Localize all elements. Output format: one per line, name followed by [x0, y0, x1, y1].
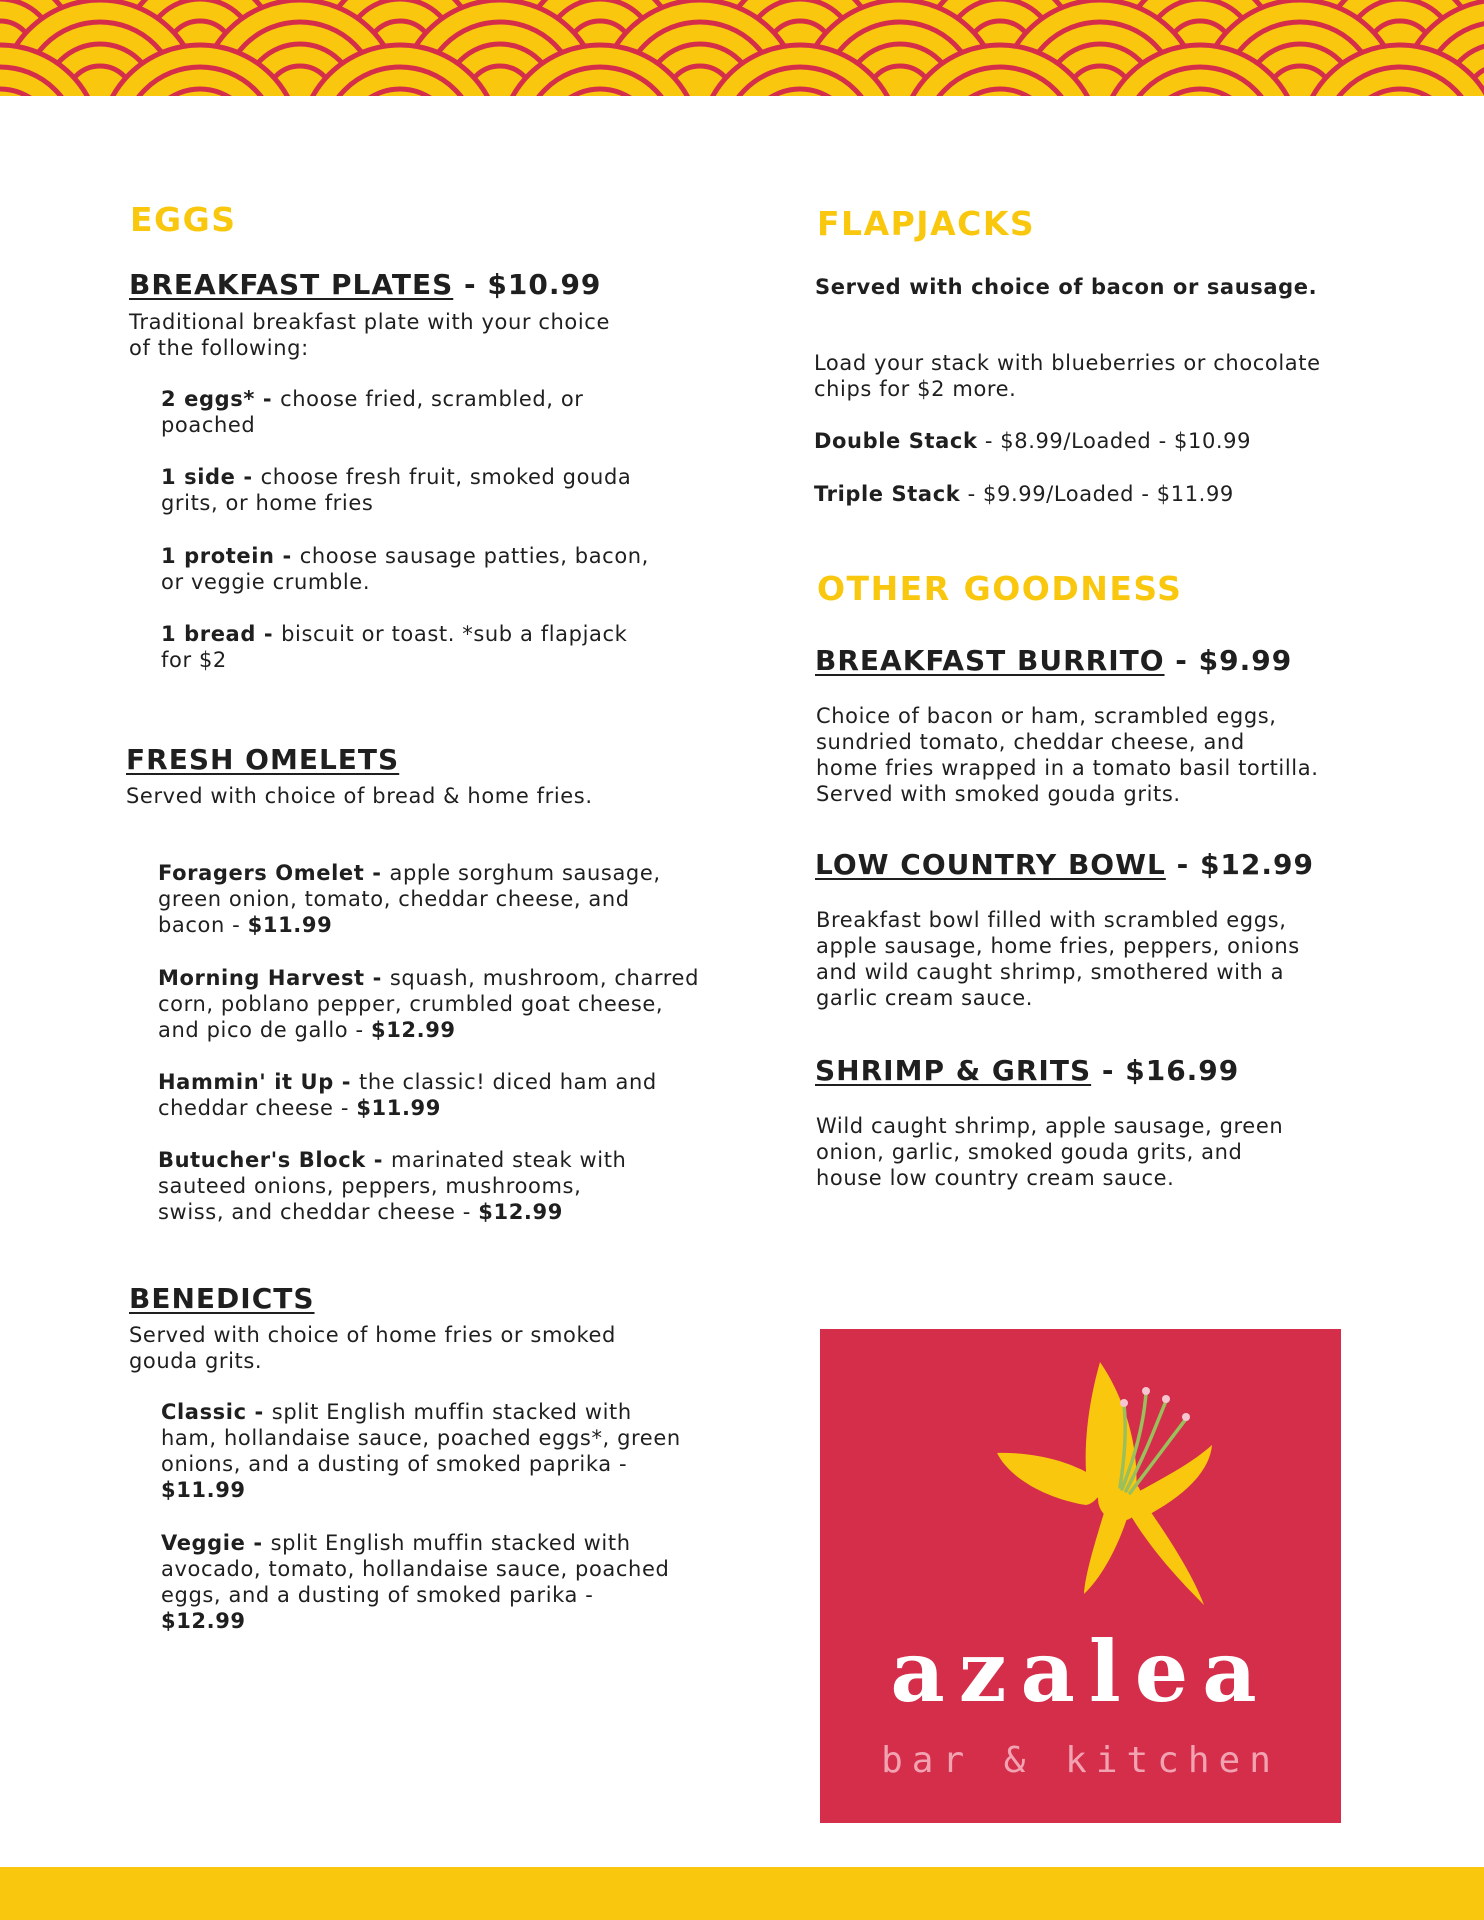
item-price: $12.99 — [478, 1200, 563, 1224]
omelet-item-hammin — [158, 1069, 657, 1121]
bottom-yellow-band — [0, 1867, 1484, 1920]
item-desc: ham, hollandaise sauce, poached eggs*, green — [161, 1426, 681, 1450]
item-desc: corn, poblano pepper, crumbled goat cheese, — [158, 992, 664, 1016]
fresh-omelets-title: FRESH OMELETS — [126, 743, 400, 776]
eggs-title-text: EGGS — [130, 200, 237, 239]
item-desc: swiss, and cheddar cheese - — [158, 1200, 479, 1224]
item-name: Hammin' it Up — [158, 1070, 334, 1094]
breakfast-plates-price: - $10.99 — [453, 268, 602, 301]
item-name: 2 eggs* — [161, 387, 255, 411]
item-desc: choose sausage patties, bacon, — [299, 544, 649, 568]
double-stack-price: - $8.99/Loaded - $10.99 — [977, 429, 1252, 453]
flapjacks-served: Served with choice of bacon or sausage. — [815, 275, 1318, 299]
desc-line: sundried tomato, cheddar cheese, and — [816, 730, 1245, 754]
breakfast-burrito-heading — [815, 644, 1292, 677]
desc-line: Wild caught shrimp, apple sausage, green — [816, 1114, 1284, 1138]
desc-line: Served with smoked gouda grits. — [816, 782, 1181, 806]
item-desc: green onion, tomato, cheddar cheese, and — [158, 887, 630, 911]
item-separator: - — [245, 1531, 271, 1555]
intro-line: Served with choice of home fries or smoked — [129, 1323, 616, 1347]
item-separator: - — [364, 966, 390, 990]
load-line: chips for $2 more. — [814, 377, 1017, 401]
desc-line: apple sausage, home fries, peppers, onions — [816, 934, 1300, 958]
low-country-bowl-name: LOW COUNTRY BOWL — [815, 848, 1166, 881]
load-line: Load your stack with blueberries or chocolate — [814, 351, 1321, 375]
omelet-item-morning-harvest — [158, 965, 699, 1043]
item-separator: - — [235, 465, 261, 489]
item-desc: onions, and a dusting of smoked paprika - — [161, 1452, 628, 1476]
benedict-item-classic — [161, 1399, 681, 1503]
item-separator: - — [333, 1070, 359, 1094]
item-desc: squash, mushroom, charred — [389, 966, 699, 990]
double-stack-line — [814, 428, 1251, 454]
omelet-item-foragers — [158, 860, 661, 938]
triple-stack-price: - $9.99/Loaded - $11.99 — [960, 482, 1234, 506]
item-name: Butucher's Block — [158, 1148, 366, 1172]
benedicts-title: BENEDICTS — [129, 1282, 315, 1315]
item-name: 1 side — [161, 465, 236, 489]
logo-subtitle: bar & kitchen — [881, 1740, 1280, 1781]
benedict-item-veggie — [161, 1530, 669, 1634]
item-desc: and pico de gallo - — [158, 1018, 371, 1042]
item-desc: choose fried, scrambled, or — [280, 387, 584, 411]
desc-line: home fries wrapped in a tomato basil tortilla. — [816, 756, 1319, 780]
item-desc: sauteed onions, peppers, mushrooms, — [158, 1174, 582, 1198]
desc-line: onion, garlic, smoked gouda grits, and — [816, 1140, 1243, 1164]
plate-item-side — [161, 464, 631, 516]
eggs-title — [130, 200, 236, 239]
benedicts-heading — [129, 1282, 315, 1315]
fresh-omelets-intro: Served with choice of bread & home fries. — [126, 784, 593, 808]
item-desc: choose fresh fruit, smoked gouda — [260, 465, 632, 489]
logo-wordmark: azalea — [890, 1622, 1271, 1721]
item-desc: apple sorghum sausage, — [389, 861, 661, 885]
plate-item-bread — [161, 621, 627, 673]
triple-stack-name: Triple Stack — [814, 482, 961, 506]
item-desc: eggs, and a dusting of smoked parika - — [161, 1583, 594, 1607]
breakfast-burrito-price: - $9.99 — [1164, 644, 1293, 677]
breakfast-plates-heading — [129, 268, 601, 301]
item-separator: - — [364, 861, 390, 885]
flapjacks-load-note — [814, 350, 1321, 402]
double-stack-name: Double Stack — [814, 429, 978, 453]
item-name: Veggie — [161, 1531, 246, 1555]
fresh-omelets-heading — [126, 743, 399, 776]
item-desc: avocado, tomato, hollandaise sauce, poached — [161, 1557, 670, 1581]
item-desc: grits, or home fries — [161, 491, 374, 515]
item-desc: poached — [161, 413, 256, 437]
low-country-bowl-price: - $12.99 — [1165, 848, 1314, 881]
item-separator: - — [274, 544, 300, 568]
intro-line: gouda grits. — [129, 1349, 263, 1373]
intro-line: of the following: — [129, 336, 309, 360]
item-desc: for $2 — [161, 648, 227, 672]
item-separator: - — [246, 1400, 272, 1424]
desc-line: and wild caught shrimp, smothered with a — [816, 960, 1285, 984]
item-price: $11.99 — [247, 913, 333, 937]
item-desc: cheddar cheese - — [158, 1096, 357, 1120]
flapjacks-title: FLAPJACKS — [817, 204, 1036, 243]
item-name: 1 protein — [161, 544, 275, 568]
plate-item-protein — [161, 543, 649, 595]
item-desc: split English muffin stacked with — [270, 1531, 631, 1555]
item-separator: - — [365, 1148, 391, 1172]
item-desc: split English muffin stacked with — [271, 1400, 632, 1424]
low-country-bowl-desc — [816, 907, 1300, 1011]
item-separator: - — [254, 387, 281, 411]
intro-line: Traditional breakfast plate with your choice — [129, 310, 610, 334]
item-price: $11.99 — [161, 1478, 246, 1502]
item-name: Foragers Omelet — [158, 861, 365, 885]
breakfast-burrito-desc — [816, 703, 1318, 807]
desc-line: Breakfast bowl filled with scrambled eggs, — [816, 908, 1287, 932]
low-country-bowl-heading — [815, 848, 1314, 881]
item-desc: or veggie crumble. — [161, 570, 371, 594]
desc-line: Choice of bacon or ham, scrambled eggs, — [816, 704, 1277, 728]
breakfast-plates-intro — [129, 309, 610, 361]
breakfast-burrito-name: BREAKFAST BURRITO — [815, 644, 1165, 677]
desc-line: house low country cream sauce. — [816, 1166, 1175, 1190]
item-name: Classic — [161, 1400, 247, 1424]
item-desc: biscuit or toast. *sub a flapjack — [281, 622, 628, 646]
plate-item-eggs — [161, 386, 584, 438]
item-name: Morning Harvest — [158, 966, 365, 990]
item-desc: bacon - — [158, 913, 248, 937]
omelet-item-butchers-block — [158, 1147, 626, 1225]
item-name: 1 bread — [161, 622, 256, 646]
item-price: $11.99 — [356, 1096, 441, 1120]
item-desc: the classic! diced ham and — [358, 1070, 657, 1094]
other-goodness-title: OTHER GOODNESS — [817, 569, 1183, 608]
azalea-logo — [820, 1329, 1341, 1823]
breakfast-plates-name: BREAKFAST PLATES — [129, 268, 454, 301]
shrimp-grits-desc — [816, 1113, 1283, 1191]
shrimp-grits-heading — [815, 1054, 1239, 1087]
desc-line: garlic cream sauce. — [816, 986, 1034, 1010]
item-price: $12.99 — [371, 1018, 456, 1042]
item-separator: - — [255, 622, 282, 646]
shrimp-grits-price: - $16.99 — [1091, 1054, 1240, 1087]
item-price: $12.99 — [161, 1609, 246, 1633]
shrimp-grits-name: SHRIMP & GRITS — [815, 1054, 1092, 1087]
benedicts-intro — [129, 1322, 616, 1374]
triple-stack-line — [814, 481, 1234, 507]
item-desc: marinated steak with — [390, 1148, 627, 1172]
scallop-pattern-band — [0, 0, 1484, 96]
